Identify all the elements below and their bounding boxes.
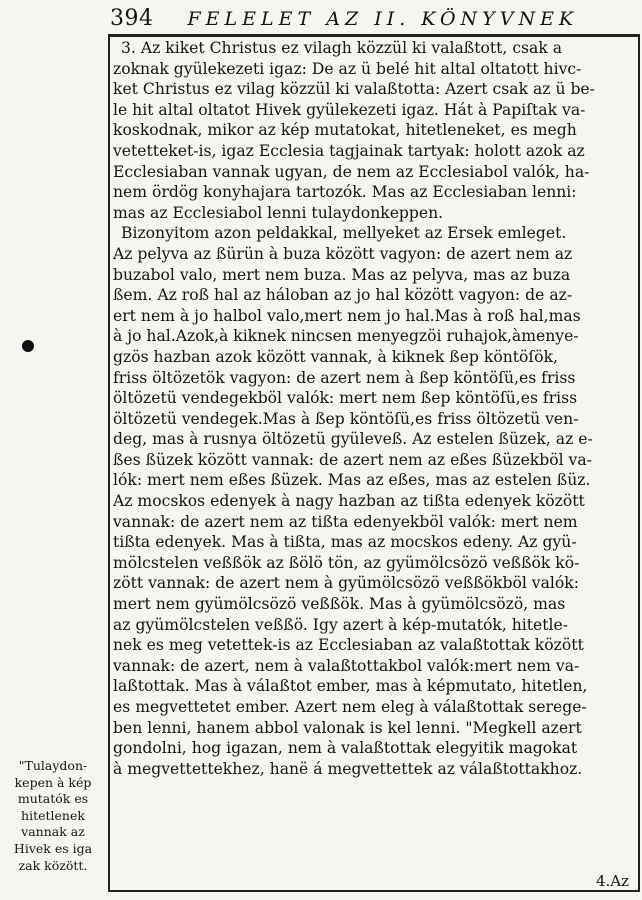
marginal-note-line: mutatók es <box>17 791 89 807</box>
catchword: 4.Az <box>596 872 630 890</box>
body-line: mas az Ecclesiabol lenni tulaydonkeppen. <box>113 203 444 222</box>
body-line: ßes ßüzek között vannak: de azert nem az eßes ßüzekböl va- <box>113 450 592 469</box>
body-line: le hit altal oltatot Hivek gyülekezeti igaz. Hát à Papiſtak va- <box>113 100 586 119</box>
body-line: ben lenni, hanem abbol valonak is kel lenni. "Megkell azert <box>113 718 582 737</box>
body-line: Ecclesiaban vannak ugyan, de nem az Ecclesiabol valók, ha- <box>113 162 590 181</box>
body-line: vetetteket-is, igaz Ecclesia tagjainak tartyak: holott azok az <box>113 141 585 160</box>
marginal-note-line: Hivek es iga <box>13 840 93 856</box>
body-line: laßtottak. Mas à válaßtot ember, mas à képmutato, hitetlen, <box>113 677 588 696</box>
frame-left-rule <box>108 34 110 892</box>
body-line: à jo hal.Azok,à kiknek nincsen menyegzöi ruhajok,àmenye- <box>113 327 579 346</box>
body-line: öltözetü vendegekböl valók: mert nem ßep köntöſü,es friss <box>113 389 578 408</box>
page-header <box>110 6 640 32</box>
marginal-note-line: hitetlenek <box>21 807 85 823</box>
body-line: öltözetü vendegek.Mas à ßep köntöſü,es friss öltözetü ven- <box>113 409 579 428</box>
body-line: az gyümölcstelen veßßö. Igy azert à kép-mutatók, hitetle- <box>113 615 569 634</box>
body-line: zoknak gyülekezeti igaz: De az ü belé hit altal oltatott hivc- <box>113 59 582 78</box>
body-line: nek es meg vetettek-is az Ecclesiaban az valaßtottak között <box>113 636 584 655</box>
body-line: deg, mas à rusnya öltözetü gyülevеß. Az estelen ßüzek, az e- <box>113 430 593 449</box>
body-line: tißta edenyek. Mas à tißta, mas az mocskos edeny. Az gyü- <box>113 533 577 552</box>
body-line: Bizonyitom azon peldakkal, mellyeket az Ersek emleget. <box>121 224 567 243</box>
body-text <box>113 38 637 779</box>
body-line: zött vannak: de azert nem à gyümölcsözö veßßökböl valók: <box>113 574 579 593</box>
body-line: vannak: de azert, nem à valaßtottakbol valók:mert nem va- <box>113 656 580 675</box>
body-line: ert nem à jo halbol valo,mert nem jo hal.Mas à roß hal,mas <box>113 306 581 325</box>
body-line: gzös hazban azok között vannak, à kiknek ßep köntöſök, <box>113 347 558 366</box>
body-line: vannak: de azert nem az tißta edenyekböl valók: mert nem <box>113 512 578 531</box>
marginal-note-line: "Tulaydon- <box>18 758 88 773</box>
marginal-note-line: zak között. <box>18 857 88 873</box>
marginal-note <box>2 758 104 874</box>
body-line: koskodnak, mikor az kép mutatokat, hitetleneket, es megh <box>113 121 577 140</box>
frame-bottom-rule <box>108 890 640 892</box>
body-line: mert nem gyümölcsözö veßßök. Mas à gyümölcsözö, mas <box>113 595 566 614</box>
page-number: 394 <box>110 6 154 31</box>
body-line: mölcstelen veßßök az ßölö tön, az gyümölcsözö veßßök kö- <box>113 553 580 572</box>
marginal-note-line: vannak az <box>21 824 85 840</box>
running-title: FELELET AZ II. KÖNYVNEK <box>187 8 579 30</box>
body-line: es megvettetet ember. Azert nem eleg à válaßtottak serege- <box>113 698 587 716</box>
marginal-note-line: kepen à kép <box>14 774 92 790</box>
body-line: 3. Az kiket Christus ez vilagh közzül ki valaßtott, csak a <box>121 39 563 57</box>
body-line: à megvettettekhez, hanë á megvettettek az válaßtottakhoz. <box>113 759 583 778</box>
body-line: Az pelyva az ßürün à buza között vagyon: de azert nem az <box>113 244 573 263</box>
body-line: Az mocskos edenyek à nagy hazban az tißta edenyek között <box>113 492 585 511</box>
body-line: lók: mert nem eßes ßüzek. Mas az eßes, mas az estelen ßüz. <box>113 471 591 490</box>
body-line: gondolni, hog igazan, nem à valaßtottak elegyitik magokat <box>113 739 578 758</box>
body-line: ket Christus ez vilag közzül ki valaßtotta: Azert csak az ü be- <box>113 80 595 99</box>
body-line: buzabol valo, mert nem buza. Mas az pelyva, mas az buza <box>113 265 571 284</box>
body-line: ßem. Az roß hal az háloban az jo hal között vagyon: de az- <box>113 286 573 305</box>
header-rule <box>108 34 640 37</box>
ink-blot <box>22 340 34 352</box>
body-line: nem ördög konyhajara tartozók. Mas az Ecclesiaban lenni: <box>113 183 577 202</box>
body-line: friss öltözetök vagyon: de azert nem à ßep köntöſü,es friss <box>113 368 576 387</box>
frame-right-rule <box>638 34 640 892</box>
